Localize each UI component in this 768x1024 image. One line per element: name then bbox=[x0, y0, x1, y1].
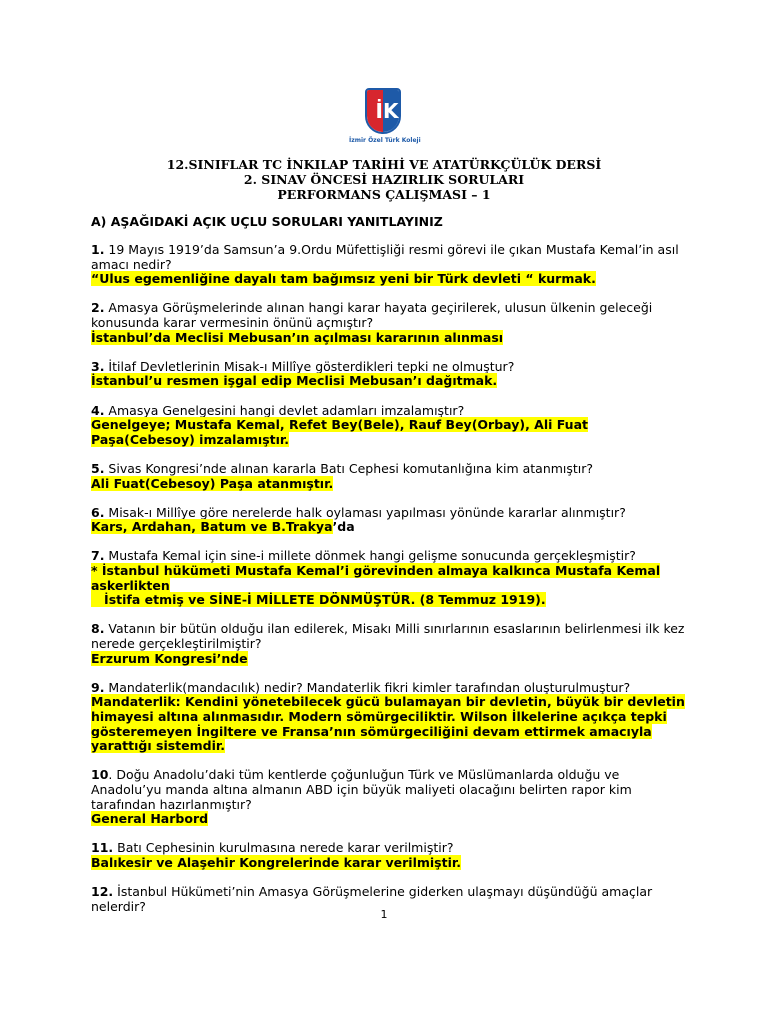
question-7: 7. Mustafa Kemal için sine-i millete dönmek hangi gelişme sonucunda gerçekleşmiştir? * İstanbul hükümeti Mustafa Kemal’i görevinden almaya kalkınca Mustafa Kemal askerlikten İstifa etmiş ve SİNE-İ MİLLETE DÖNMÜŞTÜR. (8 Temmuz 1919). bbox=[91, 548, 661, 608]
question-9: 9. Mandaterlik(mandacılık) nedir? Mandaterlik fikri kimler tarafından oluşturulmuştur? Mandaterlik: Kendini yönetebilecek gücü bulamayan bir devletin, büyük bir devletin himayesi altına alınmasıdır. Modern sömürgeciliktir. Wilson İlkelerine açıkça tepki gösteremeyen İngiltere ve Fransa’nın sömürgeciliğini devam ettirmek amacıyla yarattığı sistemdir. bbox=[91, 679, 685, 754]
question-list bbox=[91, 243, 691, 929]
heading-line-3: PERFORMANS ÇALIŞMASI – 1 bbox=[277, 187, 491, 202]
logo-shield-icon: İ K bbox=[365, 88, 401, 134]
question-8: 8. Vatanın bir bütün olduğu ilan edilerek, Misakı Milli sınırlarının esaslarının belirlenmesi ilk kez nerede gerçekleştirilmiştir? Erzurum Kongresi’nde bbox=[91, 621, 685, 666]
question-3: 3. İtilaf Devletlerinin Misak-ı Millîye gösterdikleri tepki ne olmuştur? İstanbul’u resmen işgal edip Meclisi Mebusan’ı dağıtmak. bbox=[91, 358, 515, 389]
answer-9: Mandaterlik: Kendini yönetebilecek gücü bulamayan bir devletin, büyük bir devletin himayesi altına alınmasıdır. Modern sömürgeciliktir. Wilson İlkelerine açıkça tepki gösteremeyen İngiltere ve Fransa’nın sömürgeciliğini devam ettirmek amacıyla yarattığı sistemdir. bbox=[91, 694, 685, 754]
document-heading bbox=[0, 157, 768, 202]
answer-6: Kars, Ardahan, Batum ve B.Trakya bbox=[91, 519, 333, 535]
question-1: 1. 19 Mayıs 1919’da Samsun’a 9.Ordu Müfettişliği resmi görevi ile çıkan Mustafa Kemal’in asıl amacı nedir? “Ulus egemenliğine dayalı tam bağımsız yeni bir Türk devleti “ kurmak. bbox=[91, 242, 679, 287]
answer-7-line-2: İstifa etmiş ve SİNE-İ MİLLETE DÖNMÜŞTÜR. (8 Temmuz 1919). bbox=[91, 592, 546, 608]
answer-8: Erzurum Kongresi’nde bbox=[91, 650, 248, 666]
page-number: 1 bbox=[380, 908, 388, 921]
answer-5: Ali Fuat(Cebesoy) Paşa atanmıştır. bbox=[91, 475, 334, 491]
question-4: 4. Amasya Genelgesini hangi devlet adamları imzalamıştır? Genelgeye; Mustafa Kemal, Refet Bey(Bele), Rauf Bey(Orbay), Ali Fuat Paşa(Cebesoy) imzalamıştır. bbox=[91, 402, 588, 447]
school-logo bbox=[349, 88, 421, 152]
logo-caption: İzmir Özel Türk Koleji bbox=[349, 137, 421, 144]
answer-4: Genelgeye; Mustafa Kemal, Refet Bey(Bele), Rauf Bey(Orbay), Ali Fuat Paşa(Cebesoy) imzalamıştır. bbox=[91, 417, 588, 447]
answer-2: İstanbul’da Meclisi Mebusan’ın açılması kararının alınması bbox=[91, 329, 504, 345]
question-10: 10. Doğu Anadolu’daki tüm kentlerde çoğunluğun Türk ve Müslümanlarda olduğu ve Anadolu’yu manda altına almanın ABD için büyük maliyeti olacağını belirten rapor kim tarafından hazırlanmıştır? General Harbord bbox=[91, 767, 632, 827]
heading-line-2: 2. SINAV ÖNCESİ HAZIRLIK SORULARI bbox=[243, 172, 525, 187]
section-title: A) AŞAĞIDAKİ AÇIK UÇLU SORULARI YANITLAYINIZ bbox=[91, 214, 443, 229]
question-12: 12. İstanbul Hükümeti’nin Amasya Görüşmelerine giderken ulaşmayı düşündüğü amaçlar nelerdir? bbox=[91, 884, 653, 914]
answer-7: * İstanbul hükümeti Mustafa Kemal’i görevinden almaya kalkınca Mustafa Kemal askerlikten bbox=[91, 563, 661, 593]
answer-6-suffix: ’da bbox=[332, 519, 355, 535]
question-6: 6. Misak-ı Millîye göre nerelerde halk oylaması yapılması yönünde kararlar alınmıştır? Kars, Ardahan, Batum ve B.Trakya’da bbox=[91, 504, 626, 535]
heading-line-1: 12.SINIFLAR TC İNKILAP TARİHİ VE ATATÜRKÇÜLÜK DERSİ bbox=[166, 157, 602, 172]
answer-10: General Harbord bbox=[91, 811, 209, 827]
question-11: 11. Batı Cephesinin kurulmasına nerede karar verilmiştir? Balıkesir ve Alaşehir Kongrelerinde karar verilmiştir. bbox=[91, 840, 462, 870]
answer-1: “Ulus egemenliğine dayalı tam bağımsız yeni bir Türk devleti “ kurmak. bbox=[91, 271, 596, 287]
question-5: 5. Sivas Kongresi’nde alınan kararla Batı Cephesi komutanlığına kim atanmıştır? Ali Fuat(Cebesoy) Paşa atanmıştır. bbox=[91, 460, 594, 491]
answer-3: İstanbul’u resmen işgal edip Meclisi Mebusan’ı dağıtmak. bbox=[91, 373, 498, 389]
answer-11: Balıkesir ve Alaşehir Kongrelerinde karar verilmiştir. bbox=[91, 854, 462, 870]
question-2: 2. Amasya Görüşmelerinde alınan hangi karar hayata geçirilerek, ulusun ülkenin geleceği konusunda karar vermesinin önünü açmıştır? İstanbul’da Meclisi Mebusan’ın açılması kararının alınması bbox=[91, 300, 653, 345]
